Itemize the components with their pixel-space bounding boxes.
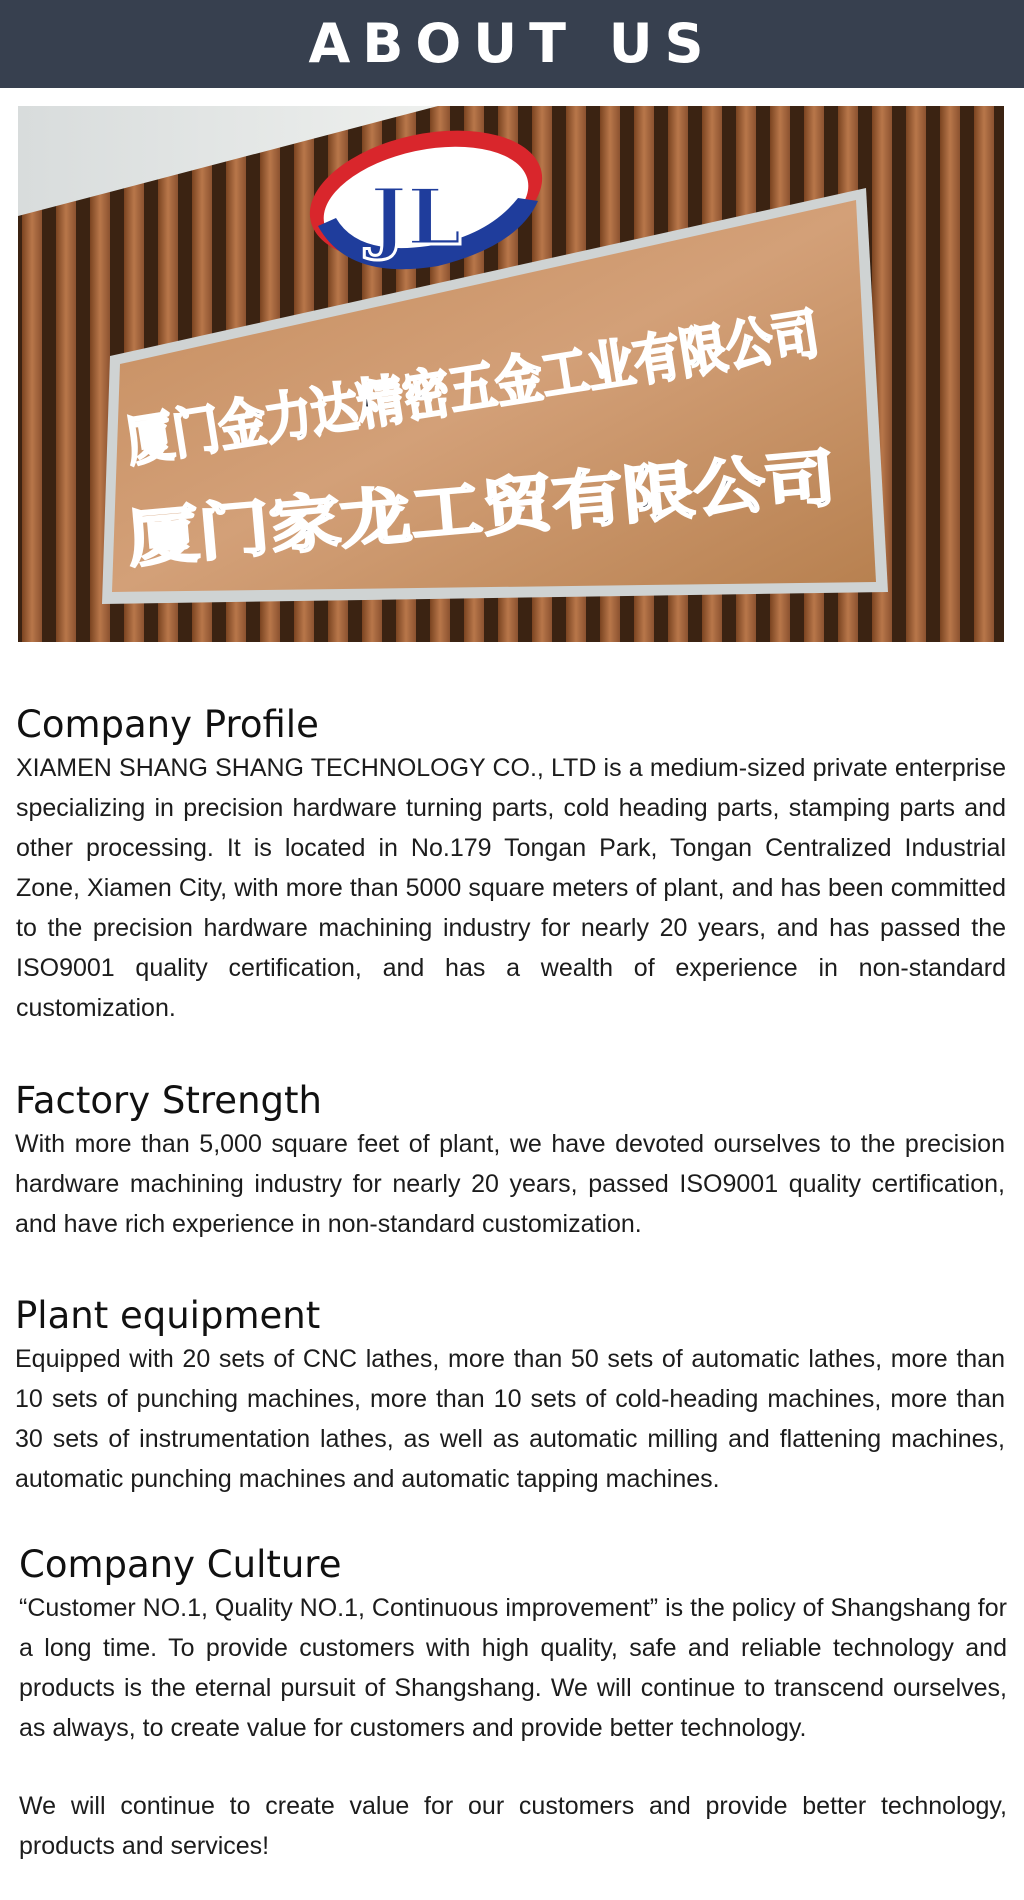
company-culture-closing: We will continue to create value for our customers and provide better technology, products and services! [19, 1792, 1007, 1860]
plant-equipment-title: Plant equipment [15, 1294, 321, 1337]
svg-text:JL: JL [370, 172, 462, 263]
company-sign-photo [18, 106, 1004, 642]
company-profile-body: XIAMEN SHANG SHANG TECHNOLOGY CO., LTD is a medium-sized private enterprise specializing in precision hardware turning parts, cold heading parts, stamping parts and other processing. It is located in No.179 Tongan Park, Tongan Centralized Industrial Zone, Xiamen City, with more than 5000 square meters of plant, and has been committed to the precision hardware machining industry for nearly 20 years, and has passed the ISO9001 quality certification, and has a wealth of experience in non-standard customization. [16, 754, 1006, 1022]
plant-equipment-section [15, 1293, 1005, 1499]
company-profile-title: Company Profile [16, 703, 319, 746]
plant-equipment-body: Equipped with 20 sets of CNC lathes, more than 50 sets of automatic lathes, more than 10 sets of punching machines, more than 10 sets of cold-heading machines, more than 30 sets of instrumentation lathes, as well as automatic milling and flattening machines, automatic punching machines and automatic tapping machines. [15, 1345, 1005, 1493]
sign-line-1: 厦门金力达精密五金工业有限公司 [122, 284, 933, 474]
about-us-banner [0, 0, 1024, 88]
factory-strength-title: Factory Strength [15, 1079, 322, 1122]
company-culture-section [19, 1542, 1007, 1866]
factory-strength-body: With more than 5,000 square feet of plant, we have devoted ourselves to the precision hardware machining industry for nearly 20 years, passed ISO9001 quality certification, and have rich experience in non-standard customization. [15, 1130, 1005, 1238]
wood-slat [974, 106, 994, 642]
sign-line-2: 厦门家龙工贸有限公司 [124, 449, 749, 576]
wood-slat [906, 106, 926, 642]
wood-slat [940, 106, 960, 642]
company-culture-title: Company Culture [19, 1543, 342, 1586]
company-culture-body: “Customer NO.1, Quality NO.1, Continuous improvement” is the policy of Shangshang for a long time. To provide customers with high quality, safe and reliable technology and products is the eternal pursuit of Shangshang. We will continue to transcend ourselves, as always, to create value for customers and provide better technology. [19, 1594, 1007, 1742]
page-title: ABOUT US [308, 12, 716, 75]
company-profile-section [16, 702, 1006, 1028]
factory-strength-section [15, 1078, 1005, 1244]
